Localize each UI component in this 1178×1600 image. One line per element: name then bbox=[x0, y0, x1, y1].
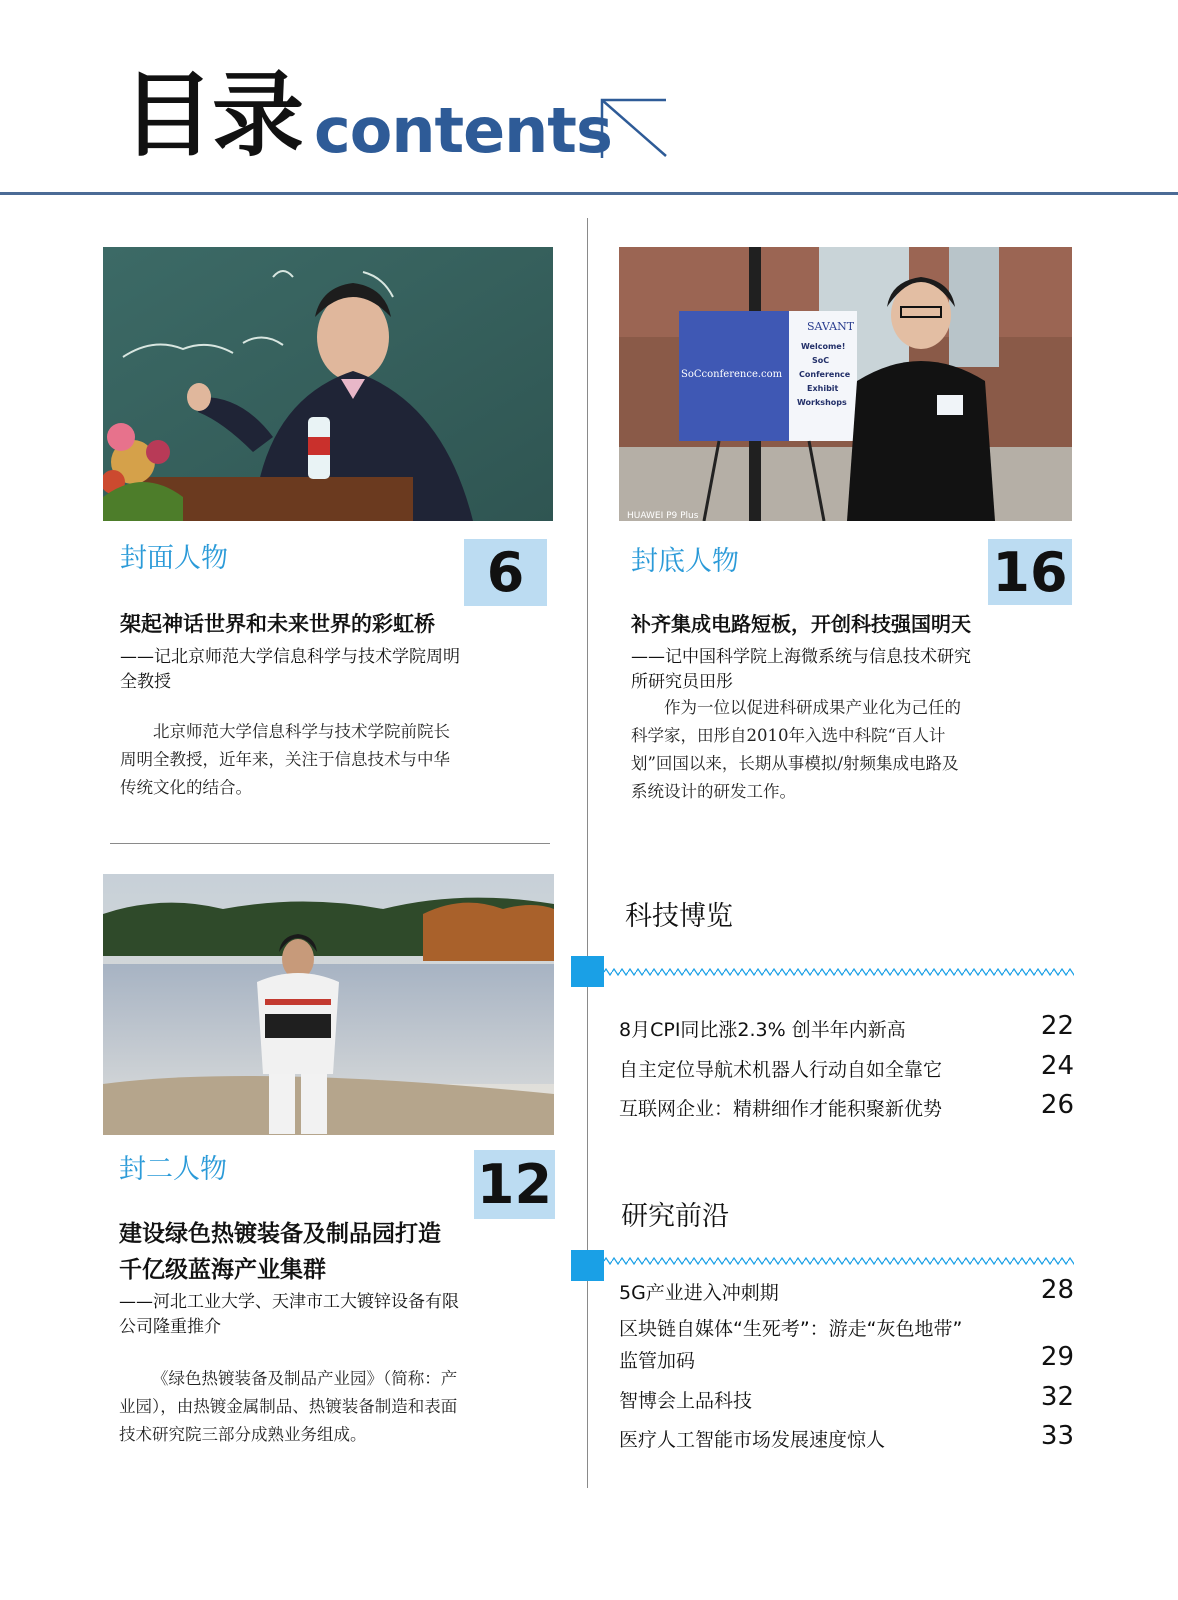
svg-text:HUAWEI P9 Plus: HUAWEI P9 Plus bbox=[627, 511, 699, 521]
title-chinese: 目录 bbox=[122, 62, 303, 169]
second-cover-person-body: 《绿色热镀装备及制品产业园》（简称：产业园），由热镀金属制品、热镀装备制造和表面技术研究院三部分成熟业务组成。 bbox=[119, 1369, 458, 1444]
cover-person-page[interactable]: 6 bbox=[464, 539, 547, 606]
back-cover-person-title[interactable]: 补齐集成电路短板，开创科技强国明天 bbox=[631, 612, 971, 636]
second-cover-person-label: 封二人物 bbox=[119, 1154, 227, 1185]
cover-person-photo bbox=[103, 247, 553, 521]
second-cover-person-photo bbox=[103, 874, 554, 1135]
research-item-4[interactable]: 医疗人工智能市场发展速度惊人 bbox=[619, 1429, 886, 1451]
back-cover-person-subtitle: ——记中国科学院上海微系统与信息技术研究所研究员田彤 bbox=[631, 647, 971, 692]
back-cover-person-page[interactable]: 16 bbox=[988, 539, 1072, 605]
research-item-2-line2[interactable]: 监管加码 bbox=[619, 1350, 696, 1372]
sign-text bbox=[807, 320, 855, 333]
cover-person-body: 北京师范大学信息科学与技术学院前院长周明全教授，近年来，关注于信息技术与中华传统文化的结合。 bbox=[120, 722, 450, 797]
second-cover-person-title[interactable]: 建设绿色热镀装备及制品园打造千亿级蓝海产业集群 bbox=[119, 1220, 441, 1283]
sign-brand: SAVANT bbox=[807, 320, 855, 333]
research-item-1-page[interactable]: 28 bbox=[1040, 1275, 1074, 1305]
cover-person-label: 封面人物 bbox=[120, 543, 228, 574]
second-cover-person-subtitle: ——河北工业大学、天津市工大镀锌设备有限公司隆重推介 bbox=[119, 1292, 459, 1337]
research-frontier-heading: 研究前沿 bbox=[621, 1201, 729, 1232]
tech-overview-heading: 科技博览 bbox=[625, 901, 733, 932]
tech-item-3-page[interactable]: 26 bbox=[1040, 1090, 1074, 1120]
research-item-2-line1[interactable]: 区块链自媒体“生死考”：游走“灰色地带” bbox=[619, 1318, 963, 1340]
tech-overview-divider bbox=[604, 967, 1074, 977]
research-item-1[interactable]: 5G产业进入冲刺期 bbox=[619, 1282, 779, 1304]
svg-text:SoCconference.com: SoCconference.com bbox=[681, 369, 783, 380]
back-cover-person-label: 封底人物 bbox=[631, 546, 739, 577]
research-frontier-divider bbox=[604, 1256, 1074, 1266]
left-divider bbox=[110, 843, 550, 844]
back-cover-person-photo bbox=[619, 247, 1072, 521]
back-cover-person-body: 作为一位以促进科研成果产业化为己任的科学家，田彤自2010年入选中科院“百人计划”回国以来，长期从事模拟/射频集成电路及系统设计的研发工作。 bbox=[631, 698, 961, 801]
title-english: contents bbox=[314, 94, 612, 167]
svg-text:Conference: Conference bbox=[799, 370, 851, 379]
research-item-3[interactable]: 智博会上品科技 bbox=[619, 1390, 753, 1412]
header-rule bbox=[0, 192, 1178, 195]
cover-person-title[interactable]: 架起神话世界和未来世界的彩虹桥 bbox=[120, 611, 435, 636]
research-item-2-page[interactable]: 29 bbox=[1040, 1342, 1074, 1372]
tech-item-1-page[interactable]: 22 bbox=[1040, 1011, 1074, 1041]
second-cover-person-page[interactable]: 12 bbox=[474, 1150, 555, 1219]
svg-text:Workshops: Workshops bbox=[797, 398, 847, 407]
research-frontier-marker bbox=[571, 1250, 604, 1281]
research-item-4-page[interactable]: 33 bbox=[1040, 1421, 1074, 1451]
tech-item-2-page[interactable]: 24 bbox=[1040, 1051, 1074, 1081]
column-divider bbox=[587, 218, 588, 1488]
cover-person-subtitle: ——记北京师范大学信息科学与技术学院周明全教授 bbox=[120, 647, 460, 692]
svg-text:Welcome!: Welcome! bbox=[801, 342, 846, 351]
svg-text:SoC: SoC bbox=[812, 356, 830, 365]
arrow-up-left-icon bbox=[600, 98, 670, 160]
research-item-3-page[interactable]: 32 bbox=[1040, 1382, 1074, 1412]
tech-item-3[interactable]: 互联网企业：精耕细作才能积聚新优势 bbox=[619, 1098, 943, 1120]
svg-text:Exhibit: Exhibit bbox=[807, 384, 839, 393]
tech-item-1[interactable]: 8月CPI同比涨2.3% 创半年内新高 bbox=[619, 1019, 906, 1041]
tech-item-2[interactable]: 自主定位导航术机器人行动自如全靠它 bbox=[619, 1059, 943, 1081]
tech-overview-marker bbox=[571, 956, 604, 987]
